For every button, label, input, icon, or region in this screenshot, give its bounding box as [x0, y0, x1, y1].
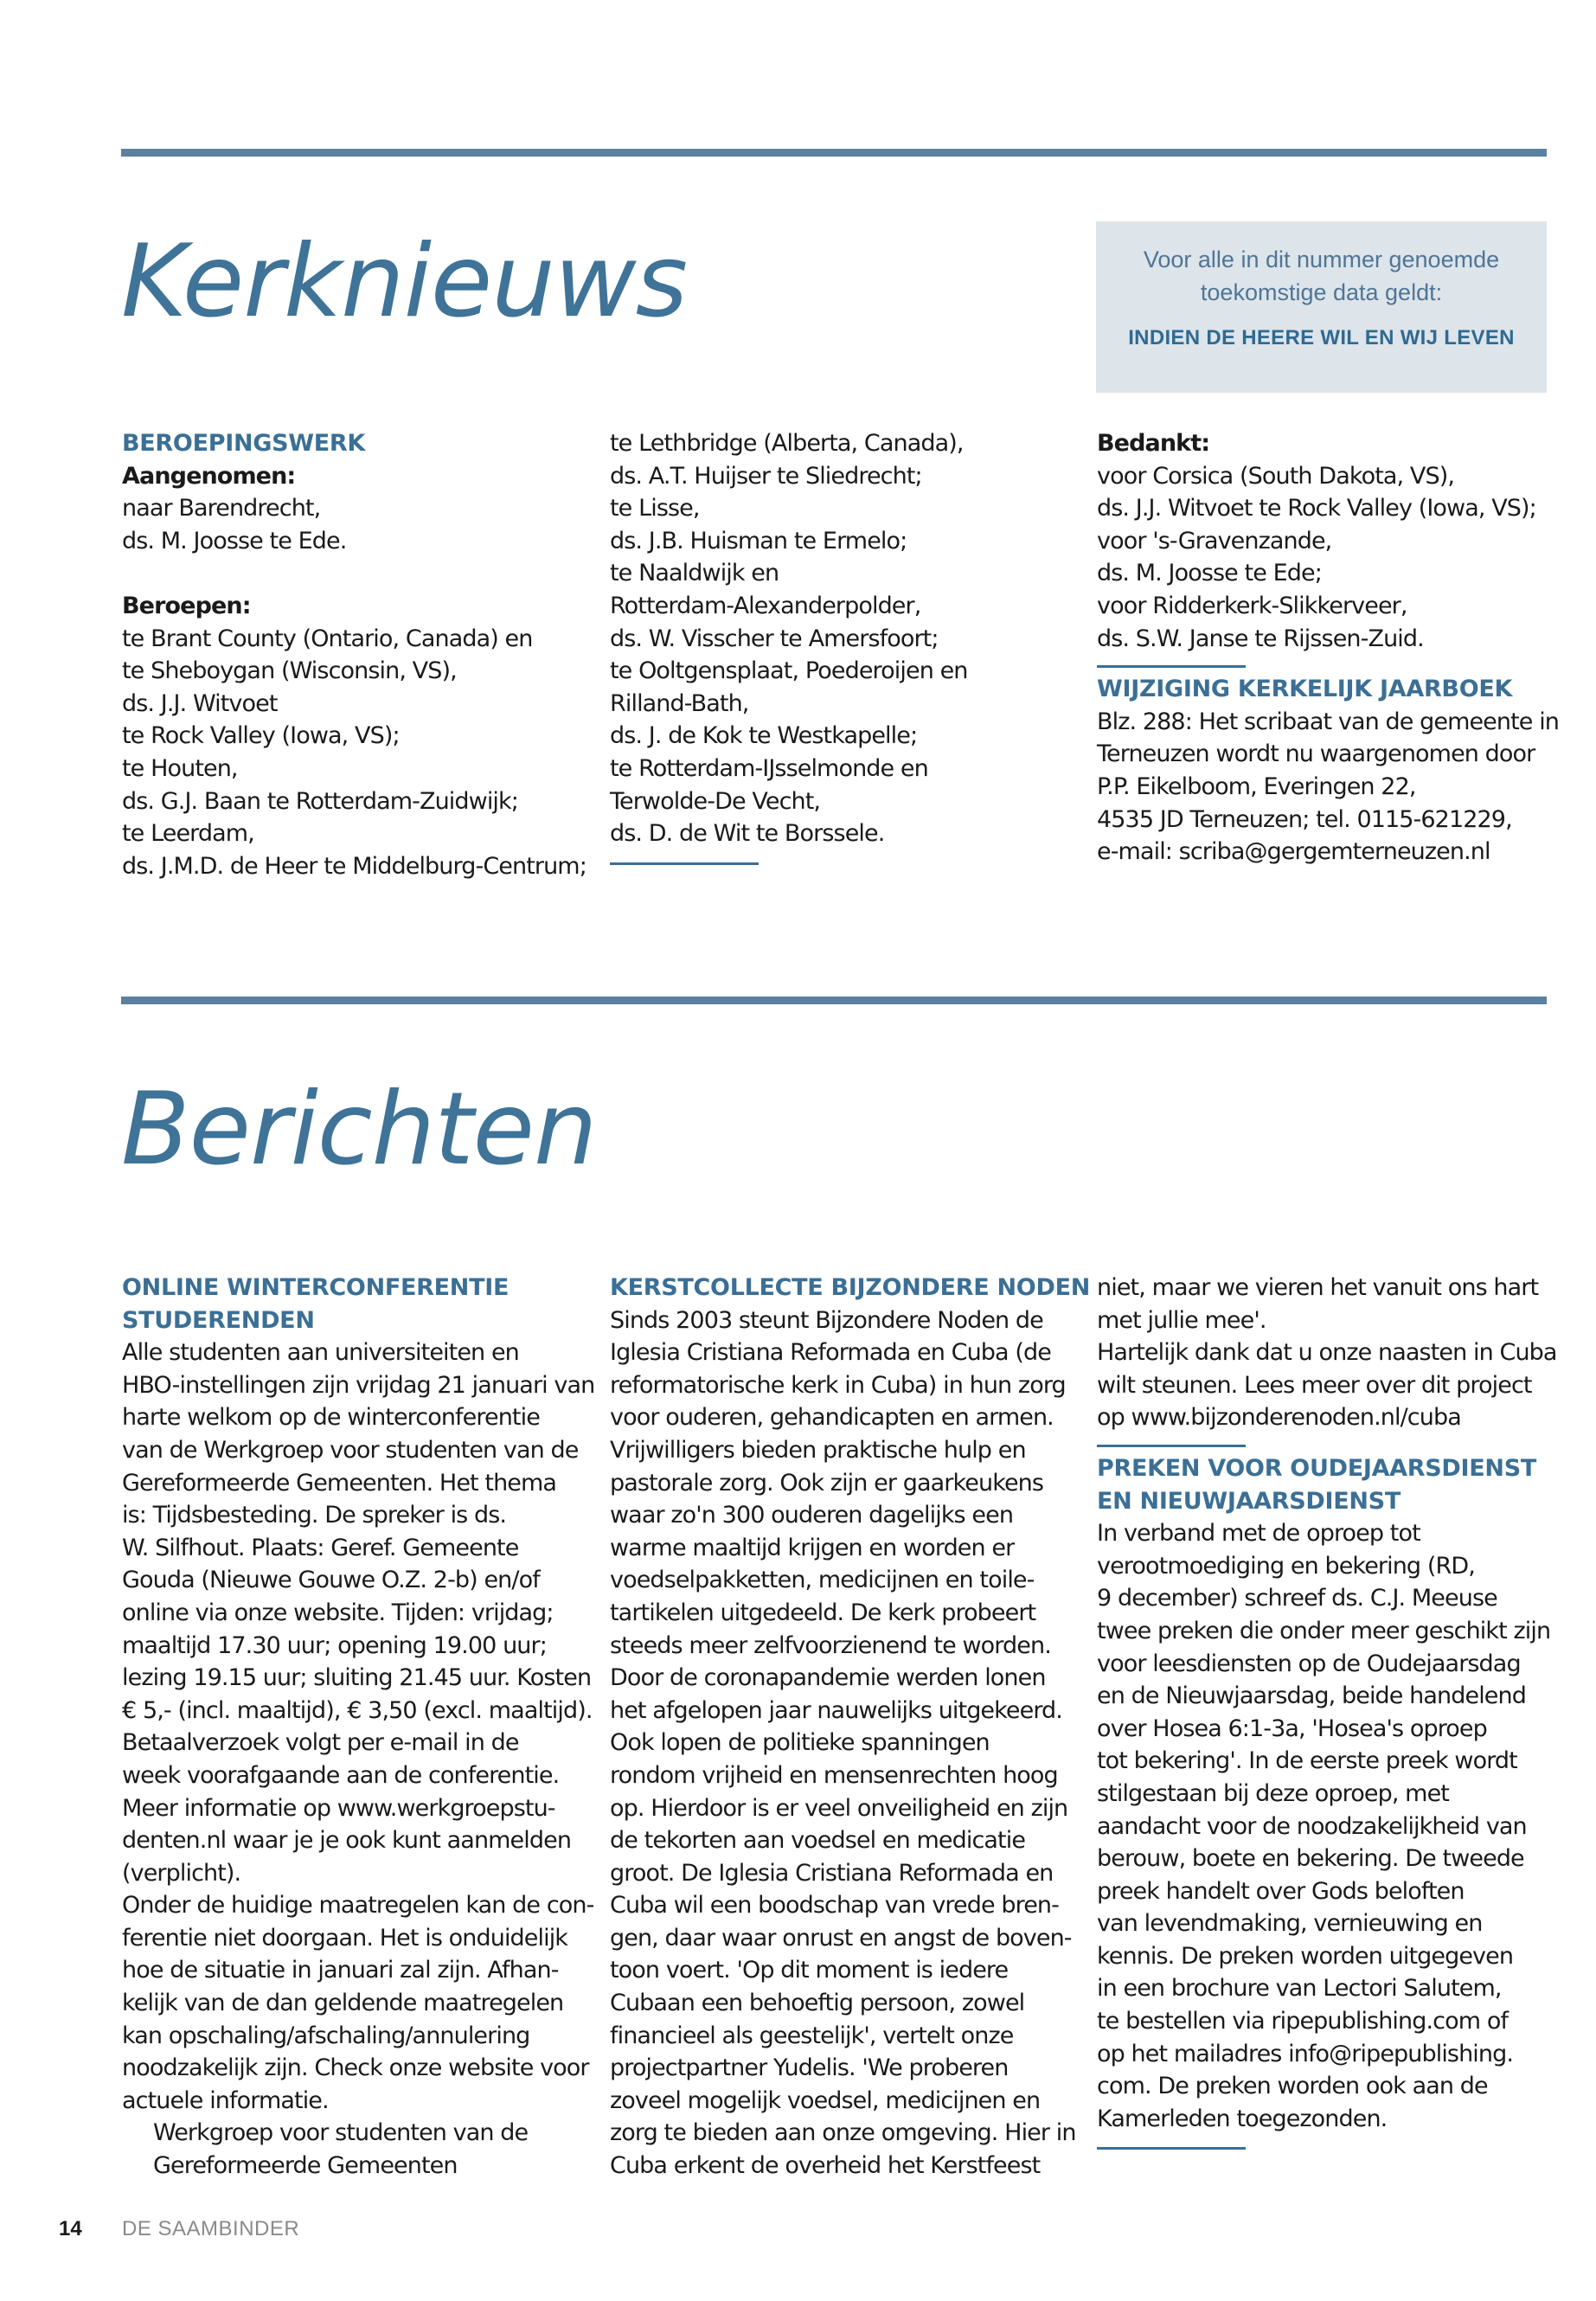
text-line: en de Nieuwjaarsdag, beide handelend [1097, 1682, 1526, 1710]
kerstcollecte-continued [1097, 1272, 1564, 1434]
text-line: ds. J.M.D. de Heer te Middelburg-Centrum; [122, 852, 586, 880]
text-line: Cuba wil een boodschap van vrede bren- [610, 1892, 1059, 1920]
text-line: ds. J. de Kok te Westkapelle; [610, 722, 918, 750]
text-line: te bestellen via ripepublishing.com of [1097, 2008, 1509, 2035]
text-line: te Leerdam, [122, 820, 254, 848]
text-line: (verplicht). [122, 1859, 241, 1887]
text-line: Hartelijk dank dat u onze naasten in Cuba [1097, 1339, 1557, 1367]
text-line: e-mail: scriba@gergemterneuzen.nl [1097, 838, 1490, 866]
text-line: week voorafgaande aan de conferentie. [122, 1761, 560, 1789]
text-line: berouw, boete en bekering. De tweede [1097, 1845, 1524, 1873]
text-line: hoe de situatie in januari zal zijn. Afhan- [122, 1957, 559, 1984]
text-line: PREKEN VOOR OUDEJAARSDIENST [1097, 1454, 1536, 1482]
magazine-name: DE SAAMBINDER [122, 2217, 300, 2240]
preken-heading [1097, 1452, 1564, 1517]
text-line: warme maaltijd krijgen en worden er [610, 1534, 1015, 1561]
text-line: W. Silfhout. Plaats: Geref. Gemeente [122, 1534, 519, 1561]
text-line: stilgestaan bij deze oproep, met [1097, 1779, 1449, 1807]
text-line: naar Barendrecht, [122, 495, 321, 522]
notice-line-1: Voor alle in dit nummer genoemde [1143, 247, 1500, 272]
beroepingswerk-heading: BEROEPINGSWERK [122, 430, 365, 457]
text-line: preek handelt over Gods beloften [1097, 1877, 1465, 1905]
text-line: noodzakelijk zijn. Check onze website voor [122, 2054, 589, 2082]
text-line: rondom vrijheid en mensenrechten hoog [610, 1761, 1058, 1789]
section-end-rule [610, 862, 759, 865]
text-line: ds. S.W. Janse te Rijssen-Zuid. [1097, 625, 1424, 652]
page-number: 14 [59, 2217, 82, 2240]
top-rule [121, 149, 1547, 157]
text-line: reformatorische kerk in Cuba) in hun zorg [610, 1371, 1066, 1399]
text-line: tartikelen uitgedeeld. De kerk probeert [610, 1599, 1036, 1626]
text-line: € 5,- (incl. maaltijd), € 3,50 (excl. maaltijd). [122, 1696, 593, 1724]
aangenomen-list [122, 492, 589, 557]
text-line: Alle studenten aan universiteiten en [122, 1339, 519, 1367]
section-divider-rule-2 [1097, 1445, 1246, 1447]
text-line: projectpartner Yudelis. 'We proberen [610, 2054, 1009, 2082]
text-line: EN NIEUWJAARSDIENST [1097, 1487, 1401, 1515]
text-line: zoveel mogelijk voedsel, medicijnen en [610, 2086, 1041, 2114]
text-line: ds. M. Joosse te Ede; [1097, 560, 1322, 587]
text-line: online via onze website. Tijden: vrijdag; [122, 1599, 554, 1626]
text-line: op het mailadres info@ripepublishing. [1097, 2040, 1514, 2067]
text-line: Iglesia Cristiana Reformada en Cuba (de [610, 1339, 1051, 1367]
text-line: Rotterdam-Alexanderpolder, [610, 592, 921, 619]
text-line: HBO-instellingen zijn vrijdag 21 januari van [122, 1371, 595, 1399]
text-line: voor ouderen, gehandicapten en armen. [610, 1404, 1054, 1432]
kerknieuws-column-1 [122, 427, 589, 882]
text-line: is: Tijdsbesteding. De spreker is ds. [122, 1502, 507, 1529]
text-line: in een brochure van Lectori Salutem, [1097, 1975, 1502, 2003]
text-line: kennis. De preken worden uitgegeven [1097, 1942, 1514, 1970]
text-line: ferentie niet doorgaan. Het is onduidelijk [122, 1924, 568, 1952]
text-line: te Rotterdam-IJsselmonde en [610, 754, 928, 782]
winterconferentie-heading [122, 1272, 589, 1336]
text-line: harte welkom op de winterconferentie [122, 1404, 540, 1432]
text-line: maaltijd 17.30 uur; opening 19.00 uur; [122, 1631, 547, 1659]
text-line: financieel als geestelijk', vertelt onze [610, 2022, 1014, 2049]
text-line: Gouda (Nieuwe Gouwe O.Z. 2-b) en/of [122, 1567, 540, 1594]
notice-line-2: toekomstige data geldt: [1200, 279, 1443, 305]
kerstcollecte-heading: KERSTCOLLECTE BIJZONDERE NODEN [610, 1274, 1091, 1301]
text-line: ds. M. Joosse te Ede. [122, 527, 347, 554]
text-line: In verband met de oproep tot [1097, 1520, 1420, 1548]
text-line: toon voert. 'Op dit moment is iedere [610, 1957, 1009, 1984]
text-line: 4535 JD Terneuzen; tel. 0115-621229, [1097, 805, 1512, 833]
text-line: tot bekering'. In de eerste preek wordt [1097, 1747, 1517, 1775]
text-line: STUDERENDEN [122, 1306, 315, 1334]
text-line: voedselpakketten, medicijnen en toile- [610, 1567, 1035, 1594]
text-line: Betaalverzoek volgt per e-mail in de [122, 1729, 519, 1757]
text-line: kan opschaling/afschaling/annulering [122, 2022, 530, 2049]
text-line: com. De preken worden ook aan de [1097, 2073, 1488, 2100]
text-line: zorg te bieden aan onze omgeving. Hier in [610, 2119, 1076, 2147]
text-line: te Lisse, [610, 495, 700, 522]
text-line: ds. D. de Wit te Borssele. [610, 820, 885, 848]
section-divider-rule [1097, 665, 1246, 668]
text-line: pastorale zorg. Ook zijn er gaarkeukens [610, 1469, 1044, 1497]
text-line: gen, daar waar onrust en angst de boven- [610, 1924, 1072, 1952]
text-line: de tekorten aan voedsel en medicatie [610, 1827, 1026, 1855]
section-end-rule-2 [1097, 2147, 1246, 2150]
bedankt-label: Bedankt: [1097, 430, 1210, 457]
text-line: lezing 19.15 uur; sluiting 21.45 uur. Kosten [122, 1664, 592, 1692]
text-line: Vrijwilligers bieden praktische hulp en [610, 1436, 1026, 1464]
text-line: Terwolde-De Vecht, [610, 787, 821, 815]
jaarboek-list [1097, 706, 1564, 868]
text-line: P.P. Eikelboom, Everingen 22, [1097, 772, 1416, 800]
text-line: te Brant County (Ontario, Canada) en [122, 625, 533, 652]
text-line: met jullie mee'. [1097, 1306, 1266, 1334]
text-line: aandacht voor de noodzakelijkheid van [1097, 1812, 1527, 1840]
notice-box [1096, 221, 1547, 393]
beroepen-list-2 [610, 427, 1077, 850]
text-line: voor 's-Gravenzande, [1097, 527, 1332, 554]
text-line: wilt steunen. Lees meer over dit project [1097, 1371, 1532, 1399]
text-line: op www.bijzonderenoden.nl/cuba [1097, 1404, 1461, 1432]
text-line: Werkgroep voor studenten van de [153, 2119, 529, 2147]
text-line: ds. J.J. Witvoet [122, 689, 278, 717]
text-line: te Rock Valley (Iowa, VS); [122, 722, 400, 750]
kerknieuws-title: Kerknieuws [121, 223, 688, 340]
text-line: te Naaldwijk en [610, 560, 779, 587]
text-line: 9 december) schreef ds. C.J. Meeuse [1097, 1585, 1497, 1612]
berichten-column-3 [1097, 1272, 1564, 2150]
text-line: waar zo'n 300 ouderen dagelijks een [610, 1502, 1014, 1529]
text-line: te Sheboygan (Wisconsin, VS), [122, 657, 457, 685]
middle-rule [121, 997, 1547, 1004]
text-line: ds. W. Visscher te Amersfoort; [610, 625, 939, 652]
text-line: voor leesdiensten op de Oudejaarsdag [1097, 1650, 1521, 1677]
text-line: van de Werkgroep voor studenten van de [122, 1436, 579, 1464]
text-line: ONLINE WINTERCONFERENTIE [122, 1274, 510, 1301]
preken-body [1097, 1517, 1564, 2135]
aangenomen-label: Aangenomen: [122, 462, 296, 490]
text-line: niet, maar we vieren het vanuit ons hart [1097, 1274, 1539, 1301]
text-line: over Hosea 6:1-3a, 'Hosea's oproep [1097, 1715, 1487, 1742]
berichten-column-1 [122, 1272, 595, 2182]
jaarboek-heading: WIJZIGING KERKELIJK JAARBOEK [1097, 676, 1513, 703]
text-line: twee preken die onder meer geschikt zijn [1097, 1617, 1551, 1644]
text-line: ds. A.T. Huijser te Sliedrecht; [610, 462, 922, 490]
text-line: te Houten, [122, 754, 238, 782]
berichten-column-2 [610, 1272, 1091, 2182]
beroepen-label: Beroepen: [122, 592, 251, 619]
text-line: Gereformeerde Gemeenten [153, 2152, 458, 2180]
notice-emphasis: INDIEN DE HEERE WIL EN WIJ LEVEN [1128, 326, 1515, 349]
winterconferentie-signature [122, 2117, 589, 2182]
text-line: Blz. 288: Het scribaat van de gemeente in [1097, 708, 1560, 735]
text-line: Sinds 2003 steunt Bijzondere Noden de [610, 1306, 1043, 1334]
kerstcollecte-body [610, 1304, 1077, 2182]
text-line: te Ooltgensplaat, Poederoijen en [610, 657, 968, 685]
text-line: Door de coronapandemie werden lonen [610, 1664, 1046, 1692]
text-line: kelijk van de dan geldende maatregelen [122, 1990, 564, 2017]
text-line: voor Ridderkerk-Slikkerveer, [1097, 592, 1407, 619]
text-line: denten.nl waar je je ook kunt aanmelden [122, 1827, 572, 1855]
text-line: ds. J.B. Huisman te Ermelo; [610, 527, 907, 554]
text-line: Meer informatie op www.werkgroepstu- [122, 1794, 555, 1822]
text-line: actuele informatie. [122, 2086, 329, 2114]
text-line: voor Corsica (South Dakota, VS), [1097, 462, 1455, 490]
text-line: ds. J.J. Witvoet te Rock Valley (Iowa, VS); [1097, 495, 1536, 522]
text-line: Rilland-Bath, [610, 689, 749, 717]
text-line: verootmoediging en bekering (RD, [1097, 1552, 1475, 1580]
text-line: Terneuzen wordt nu waargenomen door [1097, 740, 1535, 768]
kerknieuws-column-3 [1097, 427, 1564, 868]
text-line: Onder de huidige maatregelen kan de con- [122, 1892, 594, 1920]
text-line: Cuba erkent de overheid het Kerstfeest [610, 2152, 1041, 2180]
text-line: Cubaan een behoeftig persoon, zowel [610, 1990, 1025, 2017]
text-line: het afgelopen jaar nauwelijks uitgekeerd. [610, 1696, 1062, 1724]
text-line: te Lethbridge (Alberta, Canada), [610, 430, 964, 457]
beroepen-list-1 [122, 623, 589, 883]
berichten-title: Berichten [121, 1071, 597, 1188]
text-line: op. Hierdoor is er veel onveiligheid en zijn [610, 1794, 1068, 1822]
text-line: ds. G.J. Baan te Rotterdam-Zuidwijk; [122, 787, 518, 815]
text-line: Ook lopen de politieke spanningen [610, 1729, 990, 1757]
page-footer [59, 2217, 300, 2241]
bedankt-list [1097, 460, 1564, 656]
text-line: Gereformeerde Gemeenten. Het thema [122, 1469, 557, 1497]
text-line: steeds meer zelfvoorzienend te worden. [610, 1631, 1051, 1659]
kerknieuws-column-2 [610, 427, 1077, 865]
text-line: groot. De Iglesia Cristiana Reformada en [610, 1859, 1054, 1887]
winterconferentie-body [122, 1336, 595, 2117]
text-line: Kamerleden toegezonden. [1097, 2105, 1388, 2132]
text-line: van levendmaking, vernieuwing en [1097, 1910, 1483, 1938]
